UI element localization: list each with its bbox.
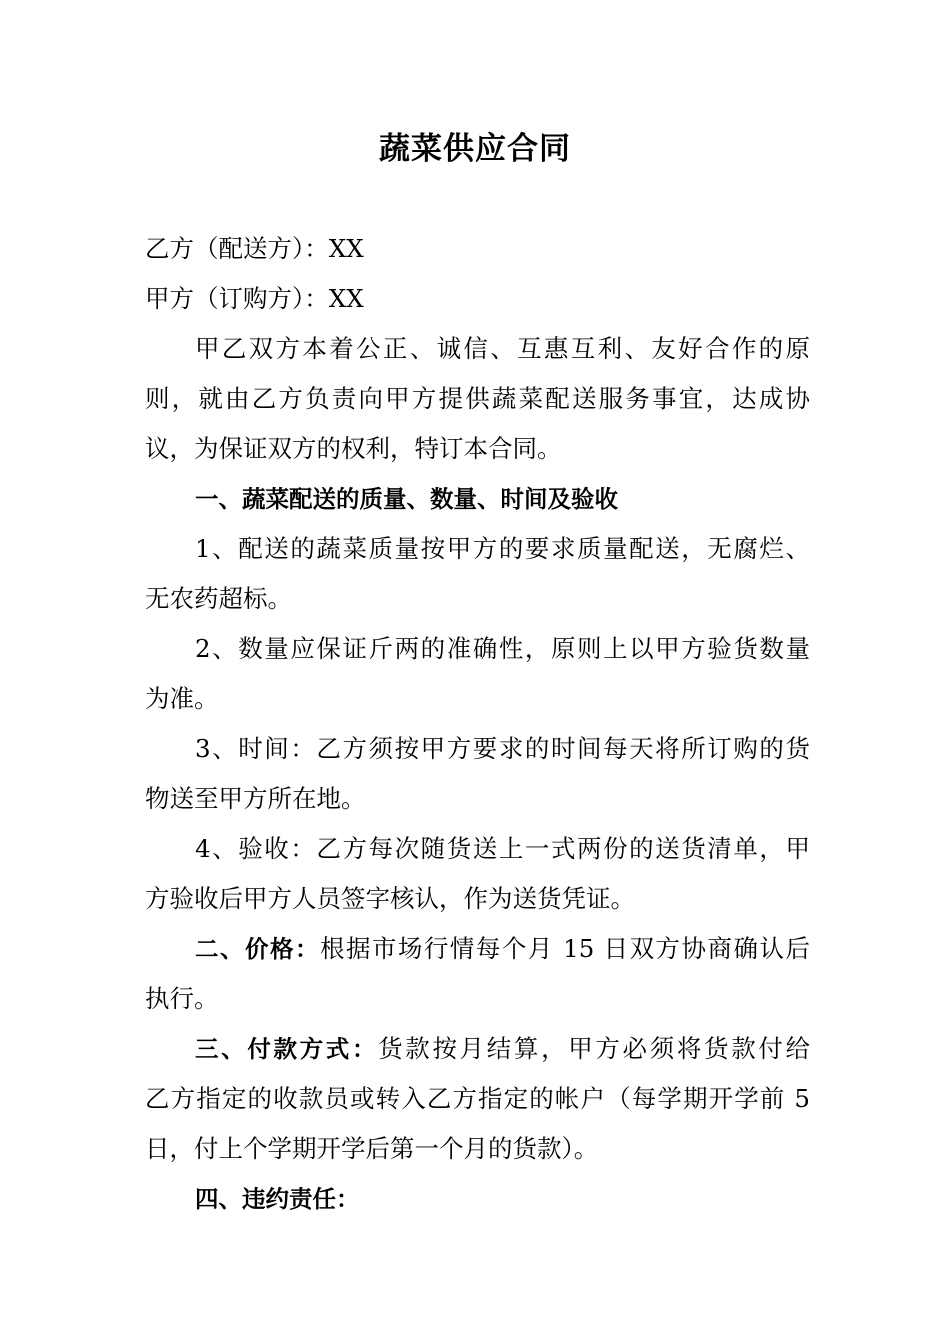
- item-3-line: 3、时间：乙方须按甲方要求的时间每天将所订购的货: [195, 734, 810, 763]
- item-4-line: 方验收后甲方人员签字核认，作为送货凭证。: [145, 884, 635, 913]
- item-2-line: 2、数量应保证斤两的准确性，原则上以甲方验货数量: [195, 634, 810, 663]
- section-3-text: 货款按月结算，甲方必须将货款付给: [378, 1034, 811, 1063]
- intro-line: 则，就由乙方负责向甲方提供蔬菜配送服务事宜，达成协: [145, 384, 810, 413]
- document-title: 蔬菜供应合同: [379, 131, 571, 167]
- item-4-line: 4、验收：乙方每次随货送上一式两份的送货清单，甲: [195, 834, 810, 863]
- section-2-line: [145, 924, 810, 974]
- section-2-line: 执行。: [145, 984, 219, 1013]
- party-a-line: 甲方（订购方）：XX: [145, 284, 364, 313]
- item-3-line: 物送至甲方所在地。: [145, 784, 366, 813]
- section-3-line: [145, 1024, 810, 1074]
- item-2-line: 为准。: [145, 684, 219, 713]
- item-1-line: 无农药超标。: [145, 584, 292, 613]
- section-2-label: 二、价格：: [195, 935, 320, 963]
- section-3-line: 日，付上个学期开学后第一个月的货款）。: [145, 1134, 599, 1163]
- party-b-line: 乙方（配送方）：XX: [145, 234, 364, 263]
- section-4-heading: 四、违约责任：: [195, 1185, 360, 1213]
- section-3-label: 三、付款方式：: [195, 1035, 379, 1063]
- item-1-line: 1、配送的蔬菜质量按甲方的要求质量配送，无腐烂、: [195, 534, 810, 563]
- section-1-heading: 一、蔬菜配送的质量、数量、时间及验收: [195, 485, 618, 513]
- intro-line: 甲乙双方本着公正、诚信、互惠互利、友好合作的原: [195, 334, 810, 363]
- section-3-line: 乙方指定的收款员或转入乙方指定的帐户（每学期开学前 5: [145, 1084, 810, 1113]
- section-2-text: 根据市场行情每个月 15 日双方协商确认后: [319, 934, 811, 963]
- document-body: [145, 224, 810, 1224]
- intro-line: 议，为保证双方的权利，特订本合同。: [145, 434, 562, 463]
